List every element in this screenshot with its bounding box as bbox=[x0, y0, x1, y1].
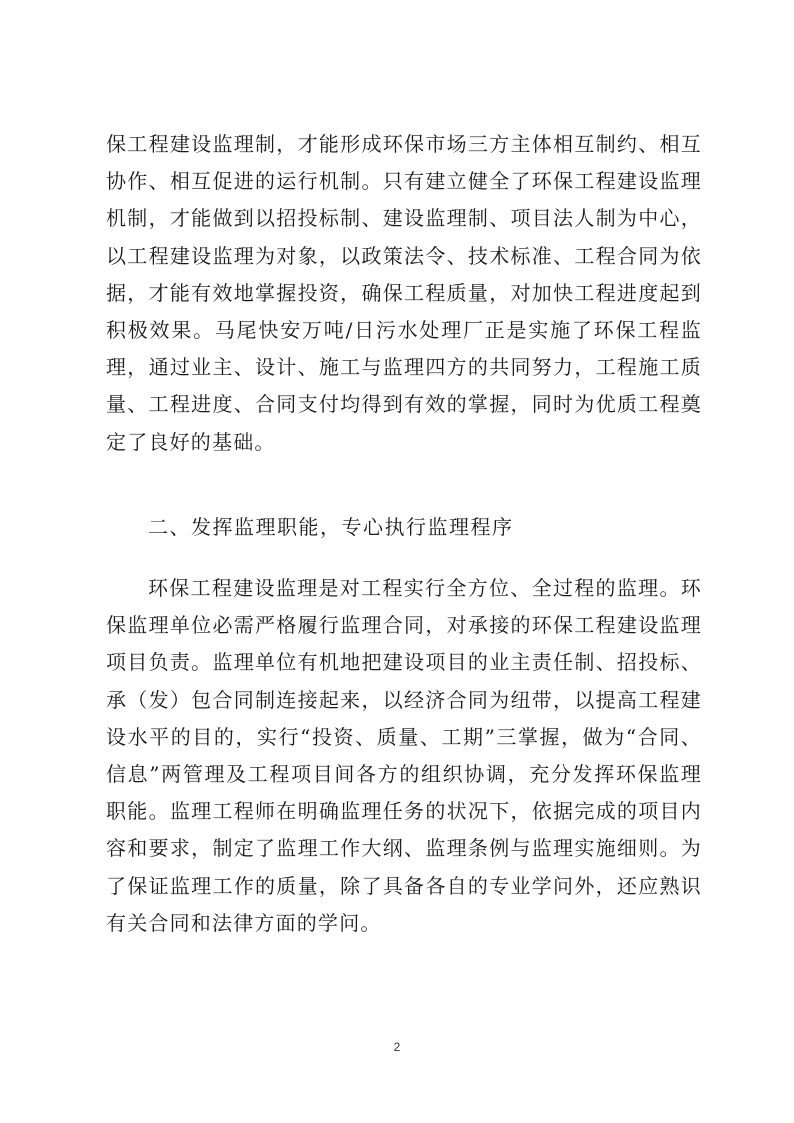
paragraph-continued: 保工程建设监理制，才能形成环保市场三方主体相互制约、相互协作、相互促进的运行机制。只有建立健全了环保工程建设监理机制，才能做到以招投标制、建设监理制、项目法人制为中心，以工程建设监理为对象，以政策法令、技术标准、工程合同为依据，才能有效地掌握投资，确保工程质量，对加快工程进度起到积极效果。马尾快安万吨/日污水处理厂正是实施了环保工程监理，通过业主、设计、施工与监理四方的共同努力，工程施工质量、工程进度、合同支付均得到有效的掌握，同时为优质工程奠定了良好的基础。 bbox=[106, 132, 702, 454]
section-heading: 二、发挥监理职能，专心执行监理程序 bbox=[148, 515, 514, 539]
page-number: 2 bbox=[393, 1040, 401, 1054]
paragraph-supervision: 环保工程建设监理是对工程实行全方位、全过程的监理。环保监理单位必需严格履行监理合同，对承接的环保工程建设监理项目负责。监理单位有机地把建设项目的业主责任制、招投标、承（发）包合同制连接起来，以经济合同为纽带，以提高工程建设水平的目的，实行“投资、质量、工期”三掌握，做为“合同、信息”两管理及工程项目间各方的组织协调，充分发挥环保监理职能。监理工程师在明确监理任务的状况下，依据完成的项目内容和要求，制定了监理工作大纲、监理条例与监理实施细则。为了保证监理工作的质量，除了具备各自的专业学问外，还应熟识有关合同和法律方面的学问。 bbox=[106, 576, 702, 935]
